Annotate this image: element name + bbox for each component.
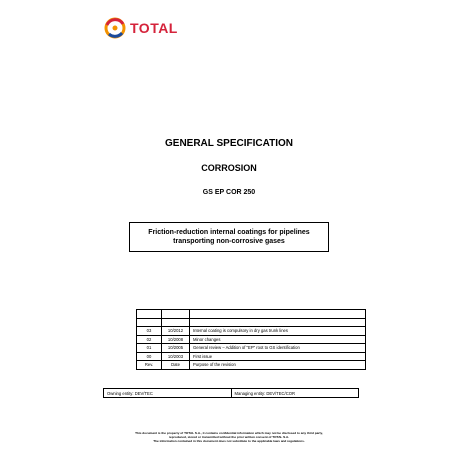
owning-entity: Owning entity: DEV/TEC [107,390,153,396]
logo-text: TOTAL [130,20,178,36]
footer-line-3: The information contained in this document does not substitute to the applicable laws and regulations. [153,438,305,443]
date-cell [162,318,190,327]
footer-line-1: This document is the property of TOTAL S.A., it contains confidential information which may not be disclosed to any third party, [135,431,323,435]
table-row [137,318,366,327]
document-code: GS EP COR 250 [202,189,256,196]
table-row [137,352,366,361]
topic-title: CORROSION [201,163,257,173]
date-cell: 10/2012 [162,327,190,336]
table-row [137,310,366,319]
rev-cell [137,310,162,319]
rev-cell: 03 [137,327,162,336]
total-logo [104,14,178,42]
purpose-header: Purpose of the revision [190,361,366,370]
managing-entity: Managing entity: DEV/TEC/COR [231,389,359,397]
subject-line-1: Friction-reduction internal coatings for pipelines [148,229,310,236]
table-row [137,335,366,344]
rev-cell: 00 [137,352,162,361]
date-cell: 10/2008 [162,335,190,344]
table-header-row [137,361,366,370]
date-cell: 10/2005 [162,344,190,353]
rev-cell [137,318,162,327]
revision-table [136,309,366,370]
purpose-cell: General review – Addition of "EP" root to GS identification [190,344,366,353]
entity-box [103,388,359,398]
document-type-title: GENERAL SPECIFICATION [165,138,293,149]
purpose-cell [190,310,366,319]
purpose-cell: Internal coating is compulsory in dry gas trunk lines [190,327,366,336]
rev-cell: 01 [137,344,162,353]
purpose-cell [190,318,366,327]
purpose-cell: First issue [190,352,366,361]
table-row [137,344,366,353]
subject-box [129,222,329,252]
date-cell [162,310,190,319]
purpose-cell: Minor changes [190,335,366,344]
total-logo-icon [104,17,126,39]
date-cell: 10/2003 [162,352,190,361]
subject-line-2: transporting non-corrosive gases [173,238,285,245]
footer-line-2: reproduced, stored or transmitted without the prior written consent of TOTAL S.A. [168,434,290,439]
table-row [137,327,366,336]
confidentiality-notice [0,432,458,443]
rev-cell: 02 [137,335,162,344]
date-header: Date [162,361,190,370]
rev-header: Rev. [137,361,162,370]
